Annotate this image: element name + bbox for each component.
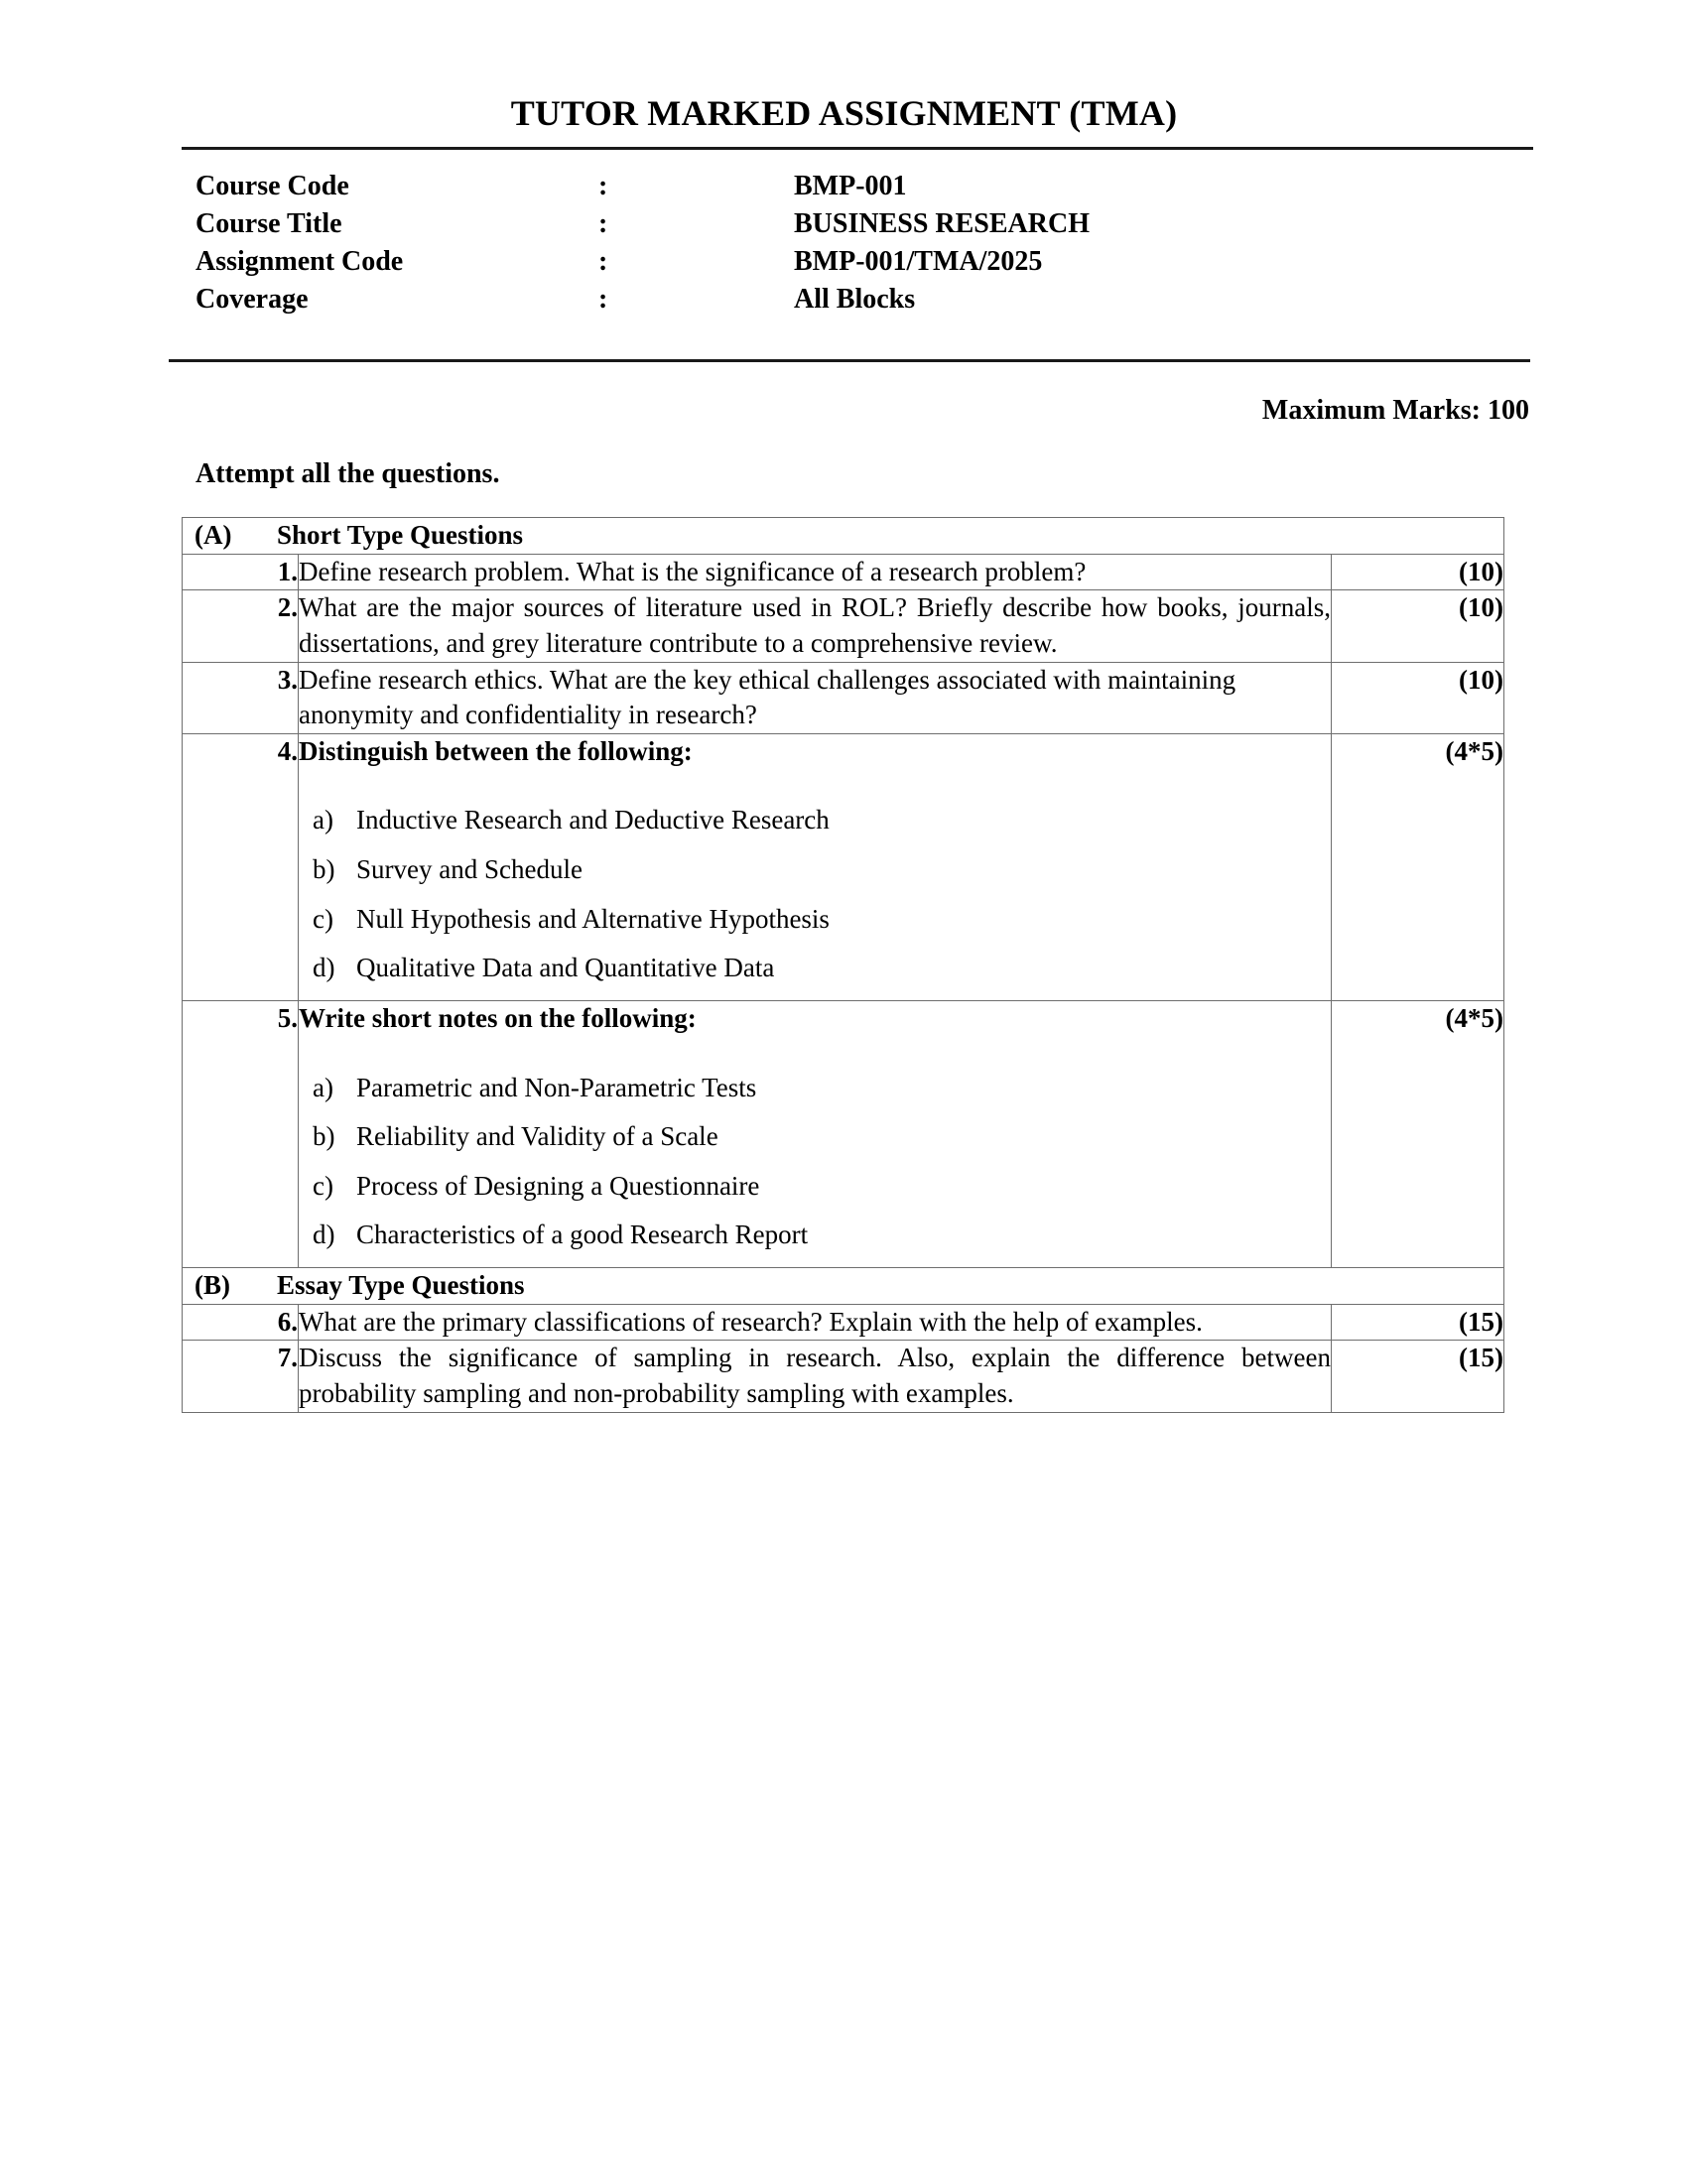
subitem-label-5d: Characteristics of a good Research Report — [356, 1220, 809, 1250]
info-colon-course-code: : — [598, 171, 608, 201]
list-item — [299, 902, 1331, 938]
table-row — [183, 1341, 1504, 1412]
subitem-marker-5b: b) — [313, 1121, 335, 1152]
table-row — [183, 590, 1504, 662]
subitem-marker-4a: a) — [313, 805, 333, 835]
question-text-2: What are the major sources of literature used in ROL? Briefly describe how books, journals, dissertations, and grey literature contribute to a comprehensive review. — [299, 592, 1331, 658]
question-number-1: 1. — [183, 554, 299, 590]
table-row — [183, 733, 1504, 1000]
question-marks-2: (10) — [1332, 590, 1504, 662]
question-marks-1: (10) — [1332, 554, 1504, 590]
section-header-cell-b — [183, 1268, 1504, 1305]
instruction-text: Attempt all the questions. — [195, 458, 500, 489]
list-item — [299, 1119, 1331, 1155]
question-marks-7: (15) — [1332, 1341, 1504, 1412]
question-number-4: 4. — [183, 733, 299, 1000]
subitem-marker-4d: d) — [313, 953, 335, 983]
question-number-7: 7. — [183, 1341, 299, 1412]
subitem-label-5b: Reliability and Validity of a Scale — [356, 1121, 718, 1152]
question-subitems-5 — [299, 1071, 1331, 1254]
question-lead-4: Distinguish between the following: — [299, 735, 693, 766]
question-body-7 — [299, 1341, 1332, 1412]
info-value-course-title: BUSINESS RESEARCH — [794, 208, 1090, 239]
info-row-course-code — [195, 171, 1386, 208]
list-item — [299, 1218, 1331, 1253]
header-divider-bottom — [169, 359, 1530, 362]
section-letter-a: (A) — [195, 520, 232, 550]
section-title-b: Essay Type Questions — [277, 1270, 525, 1300]
list-item — [299, 803, 1331, 838]
subitem-marker-4b: b) — [313, 854, 335, 884]
info-colon-coverage: : — [598, 284, 608, 315]
info-label-course-title: Course Title — [195, 208, 342, 239]
section-header-row — [183, 518, 1504, 555]
info-row-course-title — [195, 208, 1386, 246]
question-marks-6: (15) — [1332, 1304, 1504, 1341]
info-colon-assignment-code: : — [598, 246, 608, 277]
subitem-label-5c: Process of Designing a Questionnaire — [356, 1170, 760, 1201]
question-lead-5: Write short notes on the following: — [299, 1002, 697, 1033]
section-header-cell-a — [183, 518, 1504, 555]
page-title: TUTOR MARKED ASSIGNMENT (TMA) — [510, 93, 1178, 133]
questions-table — [182, 517, 1504, 1413]
question-text-7: Discuss the significance of sampling in research. Also, explain the difference between probability sampling and non-probability sampling with examples. — [299, 1343, 1331, 1408]
info-value-assignment-code: BMP-001/TMA/2025 — [794, 246, 1043, 277]
question-number-3: 3. — [183, 662, 299, 733]
info-colon-course-title: : — [598, 208, 608, 239]
info-label-assignment-code: Assignment Code — [195, 246, 404, 277]
subitem-label-4b: Survey and Schedule — [356, 854, 583, 884]
info-value-coverage: All Blocks — [794, 284, 916, 315]
subitem-label-4a: Inductive Research and Deductive Research — [356, 805, 830, 835]
question-body-1 — [299, 554, 1332, 590]
subitem-label-4c: Null Hypothesis and Alternative Hypothesis — [356, 903, 830, 934]
question-number-2: 2. — [183, 590, 299, 662]
list-item — [299, 852, 1331, 888]
table-row — [183, 662, 1504, 733]
info-row-assignment-code — [195, 246, 1386, 284]
subitem-marker-5d: d) — [313, 1220, 335, 1250]
question-text-1: Define research problem. What is the significance of a research problem? — [299, 556, 1087, 586]
question-marks-4: (4*5) — [1332, 733, 1504, 1000]
subitem-marker-5c: c) — [313, 1170, 333, 1201]
list-item — [299, 1071, 1331, 1106]
question-text-6: What are the primary classifications of research? Explain with the help of examples. — [299, 1306, 1203, 1337]
info-row-coverage — [195, 284, 1386, 321]
info-label-coverage: Coverage — [195, 284, 309, 315]
subitem-marker-5a: a) — [313, 1072, 333, 1102]
section-title-a: Short Type Questions — [277, 520, 524, 550]
question-text-3: Define research ethics. What are the key ethical challenges associated with maintaining anonymity and confidentiality in research? — [299, 664, 1236, 730]
maximum-marks: Maximum Marks: 100 — [1261, 395, 1529, 426]
question-subitems-4 — [299, 803, 1331, 986]
table-row — [183, 1000, 1504, 1267]
question-body-6 — [299, 1304, 1332, 1341]
table-row — [183, 554, 1504, 590]
header-divider-top — [182, 147, 1533, 150]
list-item — [299, 951, 1331, 986]
subitem-label-4d: Qualitative Data and Quantitative Data — [356, 953, 775, 983]
question-body-3 — [299, 662, 1332, 733]
subitem-label-5a: Parametric and Non-Parametric Tests — [356, 1072, 757, 1102]
info-value-course-code: BMP-001 — [794, 171, 907, 201]
list-item — [299, 1169, 1331, 1205]
question-marks-5: (4*5) — [1332, 1000, 1504, 1267]
question-marks-3: (10) — [1332, 662, 1504, 733]
subitem-marker-4c: c) — [313, 903, 333, 934]
course-info-block — [195, 171, 1386, 321]
question-body-2 — [299, 590, 1332, 662]
info-label-course-code: Course Code — [195, 171, 349, 201]
question-body-5 — [299, 1000, 1332, 1267]
section-letter-b: (B) — [195, 1270, 230, 1300]
table-row — [183, 1304, 1504, 1341]
question-number-6: 6. — [183, 1304, 299, 1341]
section-header-row — [183, 1268, 1504, 1305]
question-number-5: 5. — [183, 1000, 299, 1267]
question-body-4 — [299, 733, 1332, 1000]
